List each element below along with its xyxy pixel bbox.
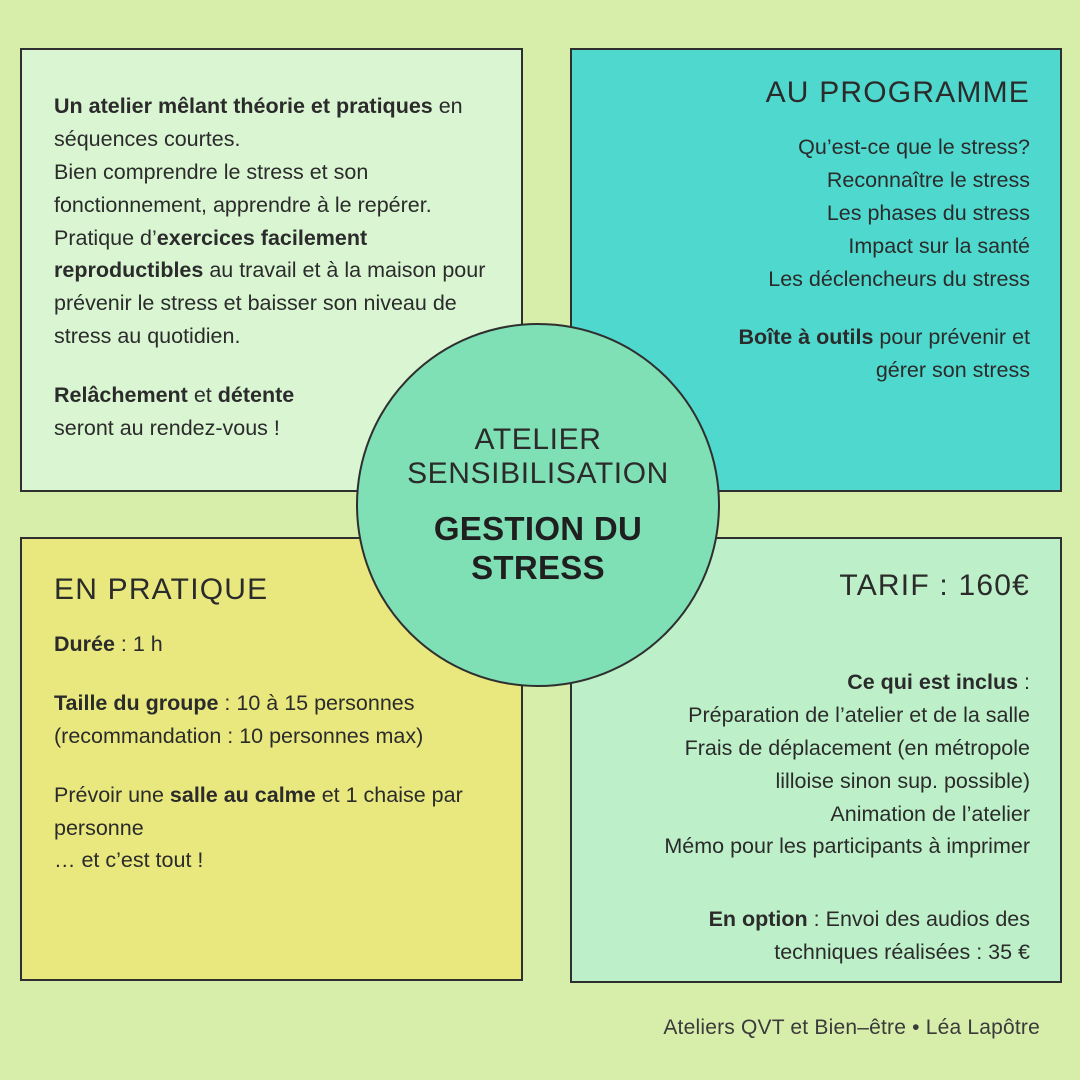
approach-p3-bold: exercices facilement reproductibles — [54, 225, 368, 283]
list-item: Les phases du stress — [826, 200, 1030, 225]
practical-room-rest: et 1 chaise par personne — [54, 782, 463, 840]
approach-paragraph-2: Bien comprendre le stress et son fonctionnement, apprendre à le repérer. — [54, 159, 432, 217]
list-item: Les déclencheurs du stress — [768, 266, 1030, 291]
list-item: Mémo pour les participants à imprimer — [664, 834, 1030, 859]
practical-heading: EN PRATIQUE — [54, 573, 269, 606]
practical-duration-value: : 1 h — [114, 632, 163, 656]
approach-p3-lead: Pratique d’ — [54, 225, 157, 250]
list-item: Frais de déplacement (en métropole — [684, 735, 1030, 760]
approach-p3-rest: au travail et à la maison pour prévenir le stress et baisser son niveau de stress au quotidien. — [54, 258, 486, 349]
programme-toolbox-line2: gérer son stress — [875, 358, 1030, 383]
pricing-option-bold: En option — [708, 907, 808, 932]
pricing-included-list — [596, 666, 1030, 863]
practical-room — [54, 779, 499, 878]
practical-room-bold: salle au calme — [169, 782, 316, 807]
pricing-heading: TARIF : 160€ — [839, 569, 1030, 602]
list-item: Préparation de l’atelier et de la salle — [688, 702, 1030, 727]
practical-room-last: … et c’est tout ! — [54, 848, 204, 873]
practical-group-size — [54, 687, 499, 753]
pricing-option-line2: techniques réalisées : 35 € — [774, 940, 1030, 965]
approach-paragraph-1 — [54, 90, 499, 156]
programme-toolbox-rest: pour prévenir et — [873, 325, 1030, 350]
approach-p1-bold: Un atelier mêlant théorie et pratiques — [54, 94, 433, 118]
pricing-included-bold: Ce qui est inclus — [847, 670, 1019, 694]
pricing-option-rest: : Envoi des audios des — [807, 907, 1030, 932]
pricing-included-title — [596, 666, 1030, 699]
center-circle-badge — [356, 323, 720, 687]
practical-room-lead: Prévoir une — [54, 782, 170, 807]
list-item: Qu’est-ce que le stress? — [798, 135, 1030, 159]
circle-kicker — [407, 423, 669, 490]
practical-group-value: : 10 à 15 personnes (recommandation : 10 personnes max) — [54, 690, 424, 748]
approach-p4-bold-1: Relâchement — [54, 383, 188, 408]
practical-duration-label: Durée — [54, 632, 115, 656]
circle-title-line2: STRESS — [471, 548, 605, 586]
programme-toolbox-bold: Boîte à outils — [738, 325, 874, 350]
programme-list — [596, 131, 1030, 295]
list-item: lilloise sinon sup. possible) — [775, 768, 1030, 793]
practical-group-label: Taille du groupe — [54, 690, 219, 715]
approach-p4-mid: et — [187, 383, 218, 408]
pricing-included-colon: : — [1018, 670, 1030, 694]
circle-kicker-line1: ATELIER — [474, 423, 602, 457]
list-item: Animation de l’atelier — [830, 801, 1030, 826]
pricing-option — [596, 903, 1030, 969]
approach-p4-bold-2: détente — [217, 383, 295, 408]
approach-paragraph-3 — [54, 222, 499, 354]
approach-p1-rest: en séquences courtes. — [54, 94, 463, 151]
circle-kicker-line2: SENSIBILISATION — [407, 456, 669, 490]
approach-p4-rest: seront au rendez-vous ! — [54, 416, 280, 441]
list-item: Reconnaître le stress — [826, 167, 1030, 192]
circle-title — [434, 510, 642, 587]
programme-heading: AU PROGRAMME — [765, 76, 1030, 109]
list-item: Impact sur la santé — [848, 233, 1030, 258]
circle-title-line1: GESTION DU — [433, 510, 643, 548]
footer-credit: Ateliers QVT et Bien–être • Léa Lapôtre — [663, 1016, 1040, 1039]
